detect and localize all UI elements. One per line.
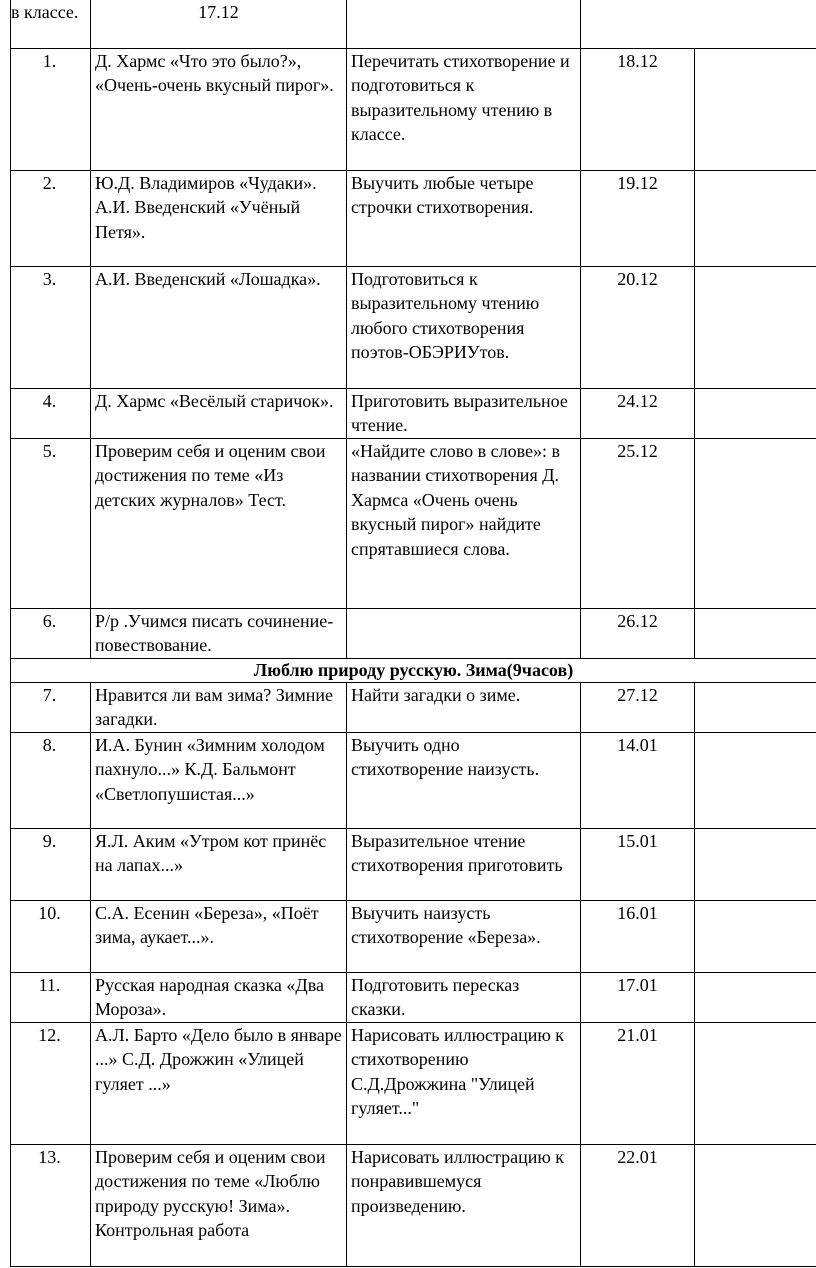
topic-cell: Проверим себя и оценим свои достижения по теме «Из детских журналов» Тест.: [91, 438, 347, 608]
empty-cell: [695, 608, 816, 658]
table-row: [11, 682, 816, 732]
table-row: [11, 900, 816, 972]
task-cell: Нарисовать иллюстрацию к понравившемуся произведению.: [347, 1144, 581, 1266]
date-cell: 16.01: [581, 900, 695, 972]
table-row: [11, 608, 816, 658]
date-cell: 19.12: [581, 170, 695, 266]
topic-cell: Ю.Д. Владимиров «Чудаки». А.И. Введенский «Учёный Петя».: [91, 170, 347, 266]
date-cell: 26.12: [581, 608, 695, 658]
row-number-cell: 3.: [11, 266, 91, 388]
date-cell: 18.12: [581, 48, 695, 170]
empty-cell: [695, 438, 816, 608]
table-row: [11, 48, 816, 170]
table-row: [11, 732, 816, 828]
task-cell: Найти загадки о зиме.: [347, 682, 581, 732]
date-cell: 22.01: [581, 1144, 695, 1266]
table-row: [11, 438, 816, 608]
row-number-cell: в классе.: [11, 0, 91, 48]
date-cell: 21.01: [581, 1022, 695, 1144]
empty-cell: [695, 828, 816, 900]
topic-cell: 17.12: [91, 0, 347, 48]
table-row: [11, 972, 816, 1022]
table-row: [11, 266, 816, 388]
date-cell: 15.01: [581, 828, 695, 900]
task-cell: «Найдите слово в слове»: в названии стихотворения Д. Хармса «Очень очень вкусный пирог» найдите спрятавшиеся слова.: [347, 438, 581, 608]
task-cell: Перечитать стихотворение и подготовиться к выразительному чтению в классе.: [347, 48, 581, 170]
topic-cell: Р/р .Учимся писать сочинение-повествование.: [91, 608, 347, 658]
task-cell: [347, 608, 581, 658]
empty-cell: [695, 48, 816, 170]
row-number-cell: 4.: [11, 388, 91, 438]
empty-cell: [695, 1144, 816, 1266]
empty-cell: [695, 972, 816, 1022]
empty-cell: [695, 1022, 816, 1144]
row-number-cell: 13.: [11, 1144, 91, 1266]
topic-cell: Я.Л. Аким «Утром кот принёс на лапах...»: [91, 828, 347, 900]
row-number-cell: 11.: [11, 972, 91, 1022]
date-cell: 25.12: [581, 438, 695, 608]
table-row: [11, 0, 816, 48]
date-cell: 24.12: [581, 388, 695, 438]
empty-cell: [695, 0, 816, 48]
row-number-cell: 10.: [11, 900, 91, 972]
empty-cell: [695, 682, 816, 732]
date-cell: 14.01: [581, 732, 695, 828]
task-cell: Подготовить пересказ сказки.: [347, 972, 581, 1022]
empty-cell: [695, 170, 816, 266]
row-number-cell: 1.: [11, 48, 91, 170]
table-row: [11, 170, 816, 266]
topic-cell: Нравится ли вам зима? Зимние загадки.: [91, 682, 347, 732]
empty-cell: [695, 900, 816, 972]
row-number-cell: 2.: [11, 170, 91, 266]
date-cell: 27.12: [581, 682, 695, 732]
empty-cell: [581, 0, 695, 48]
section-header-row: [11, 658, 816, 682]
task-cell: Подготовиться к выразительному чтению любого стихотворения поэтов-ОБЭРИУтов.: [347, 266, 581, 388]
task-cell: Приготовить выразительное чтение.: [347, 388, 581, 438]
task-cell: Выучить одно стихотворение наизусть.: [347, 732, 581, 828]
section-title: Люблю природу русскую. Зима(9часов): [11, 658, 816, 682]
empty-cell: [695, 388, 816, 438]
lesson-plan-table: [10, 0, 816, 1267]
task-cell: [347, 0, 581, 48]
row-number-cell: 8.: [11, 732, 91, 828]
table-row: [11, 828, 816, 900]
table-row: [11, 1144, 816, 1266]
date-cell: 17.01: [581, 972, 695, 1022]
row-number-cell: 9.: [11, 828, 91, 900]
task-cell: Нарисовать иллюстрацию к стихотворению С.Д.Дрожжина "Улицей гуляет...": [347, 1022, 581, 1144]
topic-cell: А.И. Введенский «Лошадка».: [91, 266, 347, 388]
row-number-cell: 7.: [11, 682, 91, 732]
empty-cell: [695, 266, 816, 388]
topic-cell: Д. Хармс «Что это было?», «Очень-очень вкусный пирог».: [91, 48, 347, 170]
topic-cell: С.А. Есенин «Береза», «Поёт зима, аукает...».: [91, 900, 347, 972]
task-cell: Выучить наизусть стихотворение «Береза».: [347, 900, 581, 972]
row-number-cell: 5.: [11, 438, 91, 608]
topic-cell: А.Л. Барто «Дело было в январе ...» С.Д. Дрожжин «Улицей гуляет ...»: [91, 1022, 347, 1144]
topic-cell: Русская народная сказка «Два Мороза».: [91, 972, 347, 1022]
row-number-cell: 12.: [11, 1022, 91, 1144]
task-cell: Выучить любые четыре строчки стихотворения.: [347, 170, 581, 266]
table-row: [11, 1022, 816, 1144]
task-cell: Выразительное чтение стихотворения приготовить: [347, 828, 581, 900]
row-number-cell: 6.: [11, 608, 91, 658]
topic-cell: И.А. Бунин «Зимним холодом пахнуло...» К.Д. Бальмонт «Светлопушистая...»: [91, 732, 347, 828]
empty-cell: [695, 732, 816, 828]
table-row: [11, 388, 816, 438]
date-cell: 20.12: [581, 266, 695, 388]
topic-cell: Проверим себя и оценим свои достижения по теме «Люблю природу русскую! Зима». Контрольная работа: [91, 1144, 347, 1266]
topic-cell: Д. Хармс «Весёлый старичок».: [91, 388, 347, 438]
